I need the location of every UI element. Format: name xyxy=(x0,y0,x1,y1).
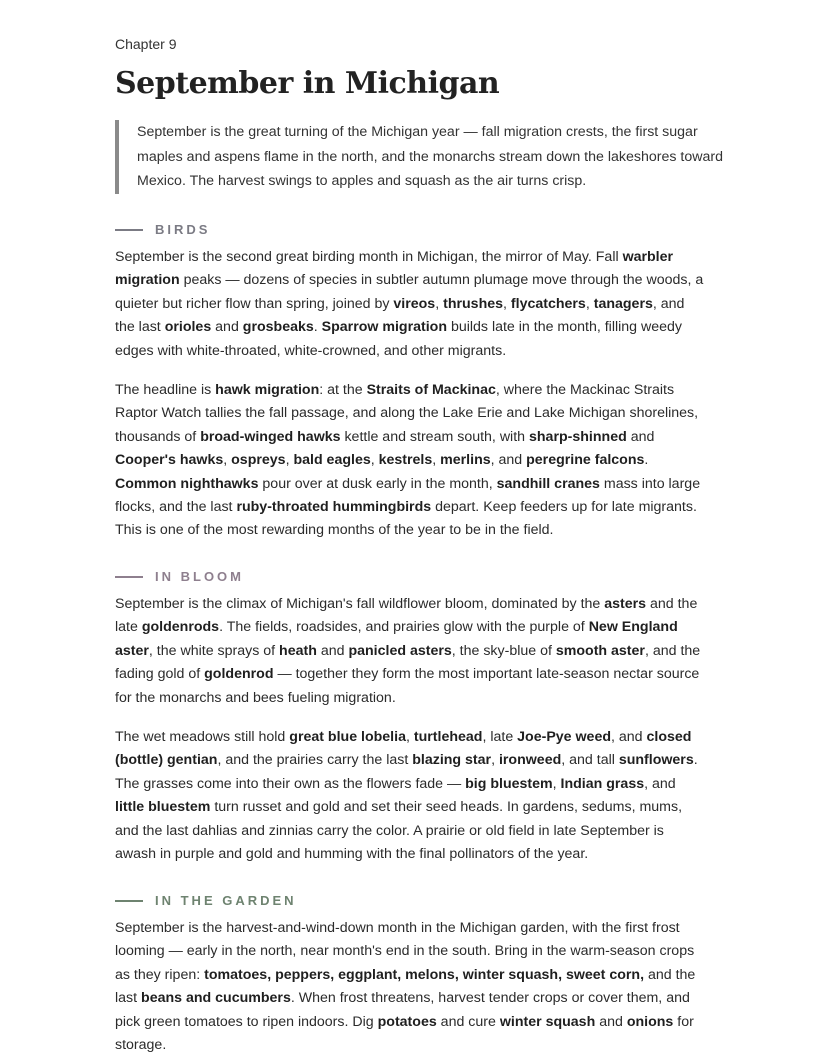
emphasis-term: grosbeaks xyxy=(242,319,314,336)
emphasis-term: goldenrods xyxy=(141,619,220,636)
emphasis-term: blazing star xyxy=(412,752,492,769)
emphasis-term: Straits of Mackinac xyxy=(366,382,496,398)
section-heading-bloom xyxy=(115,569,244,584)
section-rule xyxy=(115,576,143,578)
paragraph-bloom-2: The wet meadows still hold great blue lobelia, turtlehead, late Joe-Pye weed, and closed (bottle) gentian, and the prairies carry the last blazing star, ironweed, and tall sunflowers. The grasses come into their own as the flowers fade — big bluestem, Indian grass, and little bluestem turn russet and gold and set their seed heads. In gardens, sedums, mums, and the last dahlias and zinnias carry the color. A prairie or old field in late September is awash in purple and gold and humming with the final pollinators of the year. xyxy=(115,729,698,863)
emphasis-term: sandhill cranes xyxy=(496,475,600,492)
emphasis-term: panicled asters xyxy=(348,642,452,659)
emphasis-term: peregrine falcons xyxy=(526,452,645,469)
emphasis-term: ruby-throated hummingbirds xyxy=(236,499,432,516)
emphasis-term: ospreys xyxy=(231,452,286,469)
emphasis-term: sharp-shinned xyxy=(529,428,627,445)
emphasis-term: Sparrow migration xyxy=(321,319,447,336)
emphasis-term: potatoes xyxy=(377,1013,437,1030)
emphasis-term: Joe-Pye weed xyxy=(517,729,611,745)
emphasis-term: vireos xyxy=(393,295,436,312)
emphasis-term: merlins xyxy=(440,452,491,469)
emphasis-term: turtlehead xyxy=(413,729,483,745)
emphasis-term: kestrels xyxy=(378,452,433,469)
section-rule xyxy=(115,900,143,902)
emphasis-term: broad-winged hawks xyxy=(200,428,341,445)
emphasis-term: heath xyxy=(279,642,317,659)
emphasis-term: big bluestem xyxy=(465,775,553,792)
paragraph-birds-1: September is the second great birding month in Michigan, the mirror of May. Fall warbler migration peaks — dozens of species in subtler autumn plumage move through the woods, a quieter but richer flow than spring, joined by vireos, thrushes, flycatchers, tanagers, and the last orioles and grosbeaks. Sparrow migration builds late in the month, filling weedy edges with white-throated, white-crowned, and other migrants. xyxy=(115,249,704,359)
emphasis-term: tanagers xyxy=(593,295,653,312)
page-title: September in Michigan xyxy=(115,66,500,101)
section-heading-label: IN BLOOM xyxy=(155,569,244,584)
emphasis-term: smooth aster xyxy=(555,642,645,659)
emphasis-term: New England aster xyxy=(115,619,678,659)
paragraph-birds-2: The headline is hawk migration: at the Straits of Mackinac, where the Mackinac Straits Raptor Watch tallies the fall passage, and along the Lake Erie and Lake Michigan shorelines, thousands of broad-winged hawks kettle and stream south, with sharp-shinned and Cooper's hawks, ospreys, bald eagles, kestrels, merlins, and peregrine falcons. Common nighthawks pour over at dusk early in the month, sandhill cranes mass into large flocks, and the last ruby-throated hummingbirds depart. Keep feeders up for late migrants. This is one of the most rewarding months of the year to be in the field. xyxy=(115,382,701,539)
paragraph-garden-1: September is the harvest-and-wind-down month in the Michigan garden, with the first frost looming — early in the north, near month's end in the south. Bring in the warm-season crops as they ripen: tomatoes, peppers, eggplant, melons, winter squash, sweet corn, and the last beans and cucumbers. When frost threatens, harvest tender crops or cover them, and pick green tomatoes to ripen indoors. Dig potatoes and cure winter squash and onions for storage. xyxy=(115,920,696,1054)
emphasis-term: great blue lobelia xyxy=(289,729,406,745)
emphasis-term: ironweed xyxy=(498,752,562,769)
emphasis-term: hawk migration xyxy=(215,382,320,398)
section-heading-label: IN THE GARDEN xyxy=(155,893,297,908)
emphasis-term: winter squash xyxy=(499,1013,596,1030)
emphasis-term: orioles xyxy=(164,319,212,336)
emphasis-term: Indian grass xyxy=(560,775,645,792)
paragraph-bloom-1: September is the climax of Michigan's fall wildflower bloom, dominated by the asters and the late goldenrods. The fields, roadsides, and prairies glow with the purple of New England aster, the white sprays of heath and panicled asters, the sky-blue of smooth aster, and the fading gold of goldenrod — together they form the most important late-season nectar source for the monarchs and bees fueling migration. xyxy=(115,596,701,706)
section-heading-garden xyxy=(115,893,297,908)
emphasis-term: goldenrod xyxy=(204,666,274,683)
emphasis-term: bald eagles xyxy=(293,452,371,469)
emphasis-term: Common nighthawks xyxy=(115,475,259,492)
chapter-label: Chapter 9 xyxy=(115,36,177,52)
emphasis-term: asters xyxy=(604,596,647,612)
emphasis-term: Cooper's hawks xyxy=(115,452,224,469)
emphasis-term: tomatoes, peppers, eggplant, melons, winter squash, sweet corn, xyxy=(204,966,645,983)
section-heading-birds xyxy=(115,222,210,237)
emphasis-term: onions xyxy=(626,1013,674,1030)
emphasis-term: warbler migration xyxy=(115,249,674,289)
emphasis-term: beans and cucumbers xyxy=(141,990,291,1007)
emphasis-term: closed (bottle) gentian xyxy=(115,729,692,769)
section-heading-label: BIRDS xyxy=(155,222,211,237)
intro-blockquote: September is the great turning of the Michigan year — fall migration crests, the first sugar maples and aspens flame in the north, and the monarchs stream down the lakeshores toward Mexico. The harvest swings to apples and squash as the air turns crisp. xyxy=(115,120,727,194)
emphasis-term: sunflowers xyxy=(618,752,694,769)
emphasis-term: flycatchers xyxy=(510,295,586,312)
section-rule xyxy=(115,229,143,231)
emphasis-term: little bluestem xyxy=(115,799,211,816)
emphasis-term: thrushes xyxy=(443,295,504,312)
